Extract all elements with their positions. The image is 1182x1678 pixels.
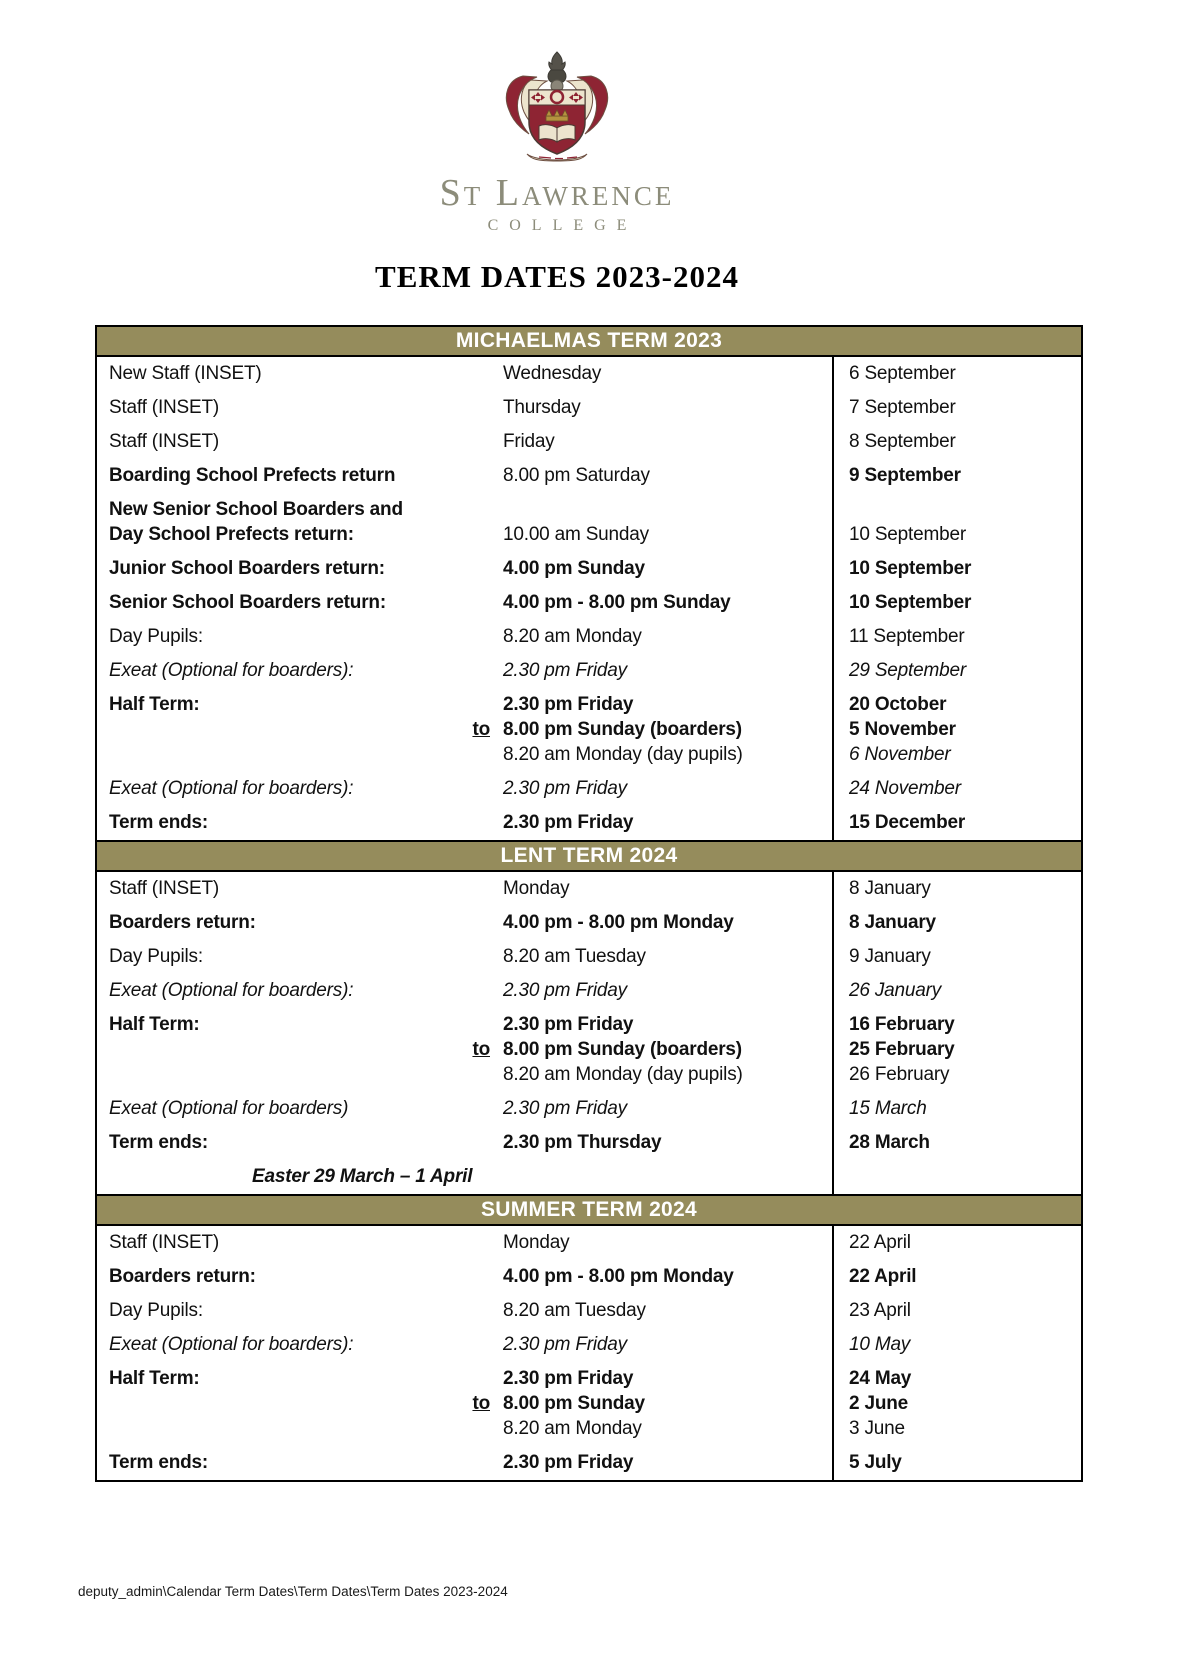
date-cell xyxy=(832,1008,1081,1092)
time-cell-line xyxy=(439,717,832,742)
event-cell-line: Half Term: xyxy=(109,1367,200,1389)
time-text: 2.30 pm Friday xyxy=(503,1013,634,1035)
table-row xyxy=(97,654,1081,688)
event-cell-line: Term ends: xyxy=(109,1131,209,1153)
date-cell-line: 20 October xyxy=(849,693,947,715)
date-cell-line: 29 September xyxy=(849,659,966,681)
time-text: 4.00 pm - 8.00 pm Sunday xyxy=(503,591,731,613)
date-cell xyxy=(832,1126,1081,1160)
to-gutter xyxy=(439,1332,503,1357)
to-gutter xyxy=(439,692,503,717)
time-cell-line xyxy=(439,692,832,717)
term-section-header: LENT TERM 2024 xyxy=(97,840,1081,872)
term-section-header: MICHAELMAS TERM 2023 xyxy=(97,327,1081,357)
to-gutter xyxy=(439,876,503,901)
date-cell-line: 10 September xyxy=(849,557,972,579)
time-cell xyxy=(439,493,832,552)
date-cell xyxy=(832,459,1081,493)
date-cell xyxy=(832,1446,1081,1480)
time-cell xyxy=(439,654,832,688)
school-crest-icon xyxy=(493,50,621,172)
to-gutter xyxy=(439,810,503,835)
event-cell-line: Half Term: xyxy=(109,1013,200,1035)
table-row xyxy=(97,357,1081,391)
event-cell xyxy=(97,688,439,772)
date-cell xyxy=(832,391,1081,425)
event-cell-line: New Staff (INSET) xyxy=(109,362,262,384)
date-cell xyxy=(832,974,1081,1008)
date-cell xyxy=(832,1328,1081,1362)
range-to-label xyxy=(439,1391,503,1416)
time-text: 8.20 am Monday (day pupils) xyxy=(503,1063,743,1085)
range-to-label xyxy=(439,717,503,742)
event-cell xyxy=(97,1328,439,1362)
date-cell-line: 8 January xyxy=(849,911,936,933)
time-cell-line xyxy=(439,1366,832,1391)
event-cell-line: Senior School Boarders return: xyxy=(109,591,386,613)
event-cell-line: Term ends: xyxy=(109,1451,209,1473)
event-cell-line: Exeat (Optional for boarders): xyxy=(109,659,354,681)
time-cell xyxy=(439,1008,832,1092)
time-text: 2.30 pm Friday xyxy=(503,1333,627,1355)
time-text: Friday xyxy=(503,430,555,452)
time-cell-line xyxy=(439,910,832,935)
time-cell-line xyxy=(439,658,832,683)
date-cell xyxy=(832,806,1081,840)
event-cell xyxy=(97,654,439,688)
event-cell xyxy=(97,940,439,974)
time-cell-line xyxy=(439,978,832,1003)
event-cell xyxy=(97,1362,439,1446)
time-cell xyxy=(439,552,832,586)
to-gutter xyxy=(439,361,503,386)
event-cell xyxy=(97,1294,439,1328)
note-row xyxy=(97,1160,1081,1194)
date-cell xyxy=(832,1260,1081,1294)
event-cell xyxy=(97,425,439,459)
time-text: 4.00 pm - 8.00 pm Monday xyxy=(503,1265,734,1287)
range-to-text: to xyxy=(472,718,490,740)
date-cell xyxy=(832,772,1081,806)
to-gutter xyxy=(439,395,503,420)
event-cell-line: Staff (INSET) xyxy=(109,430,220,452)
event-cell-line: Day Pupils: xyxy=(109,625,203,647)
event-cell-line: Term ends: xyxy=(109,811,209,833)
time-cell-line xyxy=(439,1096,832,1121)
date-cell-line: 10 September xyxy=(849,591,972,613)
date-cell-line: 16 February xyxy=(849,1013,955,1035)
time-cell-line xyxy=(439,1062,832,1087)
date-cell-line: 5 July xyxy=(849,1451,902,1473)
time-cell xyxy=(439,1226,832,1260)
time-text: 8.20 am Monday xyxy=(503,1417,642,1439)
time-text: 2.30 pm Friday xyxy=(503,979,627,1001)
range-to-text: to xyxy=(472,1038,490,1060)
to-gutter xyxy=(439,429,503,454)
table-row xyxy=(97,1260,1081,1294)
table-row xyxy=(97,459,1081,493)
to-gutter xyxy=(439,776,503,801)
table-row xyxy=(97,391,1081,425)
date-cell-line: 22 April xyxy=(849,1231,911,1253)
time-text: 10.00 am Sunday xyxy=(503,523,649,545)
time-cell-line xyxy=(439,590,832,615)
to-gutter xyxy=(439,742,503,767)
event-cell-line: Staff (INSET) xyxy=(109,396,220,418)
event-cell xyxy=(97,391,439,425)
date-cell-line: 8 September xyxy=(849,430,956,452)
time-text: 4.00 pm Sunday xyxy=(503,557,645,579)
date-cell xyxy=(832,493,1081,552)
date-cell xyxy=(832,1092,1081,1126)
school-name: St Lawrence xyxy=(439,172,675,214)
date-cell xyxy=(832,688,1081,772)
time-cell xyxy=(439,940,832,974)
event-cell xyxy=(97,1260,439,1294)
page-title: TERM DATES 2023-2024 xyxy=(375,258,739,294)
time-cell xyxy=(439,1328,832,1362)
footer-file-path: deputy_admin\Calendar Term Dates\Term Dates\Term Dates 2023-2024 xyxy=(78,1584,508,1599)
term-section-header: SUMMER TERM 2024 xyxy=(97,1194,1081,1226)
time-cell xyxy=(439,1294,832,1328)
time-text: 2.30 pm Friday xyxy=(503,1451,634,1473)
time-cell xyxy=(439,906,832,940)
range-to-label xyxy=(439,1037,503,1062)
table-row xyxy=(97,493,1081,552)
event-cell xyxy=(97,872,439,906)
table-row xyxy=(97,1126,1081,1160)
time-cell-line xyxy=(439,1012,832,1037)
date-cell-line: 2 June xyxy=(849,1392,908,1414)
to-gutter xyxy=(439,1096,503,1121)
time-cell-line xyxy=(439,776,832,801)
event-cell-line: Boarding School Prefects return xyxy=(109,464,396,486)
time-text: Monday xyxy=(503,1231,570,1253)
time-cell-line xyxy=(439,1298,832,1323)
table-row xyxy=(97,552,1081,586)
event-cell-line: Exeat (Optional for boarders): xyxy=(109,979,354,1001)
time-cell-line xyxy=(439,1264,832,1289)
time-cell-line xyxy=(439,876,832,901)
event-cell xyxy=(97,357,439,391)
date-cell-line: 15 December xyxy=(849,811,966,833)
date-cell-line: 22 April xyxy=(849,1265,917,1287)
to-gutter xyxy=(439,1230,503,1255)
time-text: 2.30 pm Friday xyxy=(503,811,634,833)
time-cell-line xyxy=(439,463,832,488)
date-cell-line: 10 September xyxy=(849,523,966,545)
time-text: 2.30 pm Friday xyxy=(503,1367,634,1389)
event-cell xyxy=(97,493,439,552)
date-cell-line: 8 January xyxy=(849,877,931,899)
date-cell xyxy=(832,425,1081,459)
date-cell xyxy=(832,1362,1081,1446)
to-gutter xyxy=(439,1130,503,1155)
table-row xyxy=(97,1328,1081,1362)
time-cell xyxy=(439,1126,832,1160)
to-gutter xyxy=(439,590,503,615)
to-gutter xyxy=(439,522,503,547)
time-text: 8.20 am Monday (day pupils) xyxy=(503,743,743,765)
event-cell xyxy=(97,620,439,654)
to-gutter xyxy=(439,1264,503,1289)
time-cell xyxy=(439,586,832,620)
event-cell xyxy=(97,772,439,806)
event-cell-line: Exeat (Optional for boarders): xyxy=(109,777,354,799)
table-row xyxy=(97,620,1081,654)
date-cell-empty xyxy=(832,1160,1081,1194)
date-cell-line: 10 May xyxy=(849,1333,911,1355)
event-cell-line: Half Term: xyxy=(109,693,200,715)
time-text: 2.30 pm Friday xyxy=(503,693,634,715)
to-gutter xyxy=(439,463,503,488)
table-row xyxy=(97,1226,1081,1260)
time-cell-line xyxy=(439,1130,832,1155)
date-cell-line: 25 February xyxy=(849,1038,955,1060)
table-row xyxy=(97,806,1081,840)
table-row xyxy=(97,688,1081,772)
date-cell xyxy=(832,357,1081,391)
time-cell-line xyxy=(439,1416,832,1441)
date-cell-line: 24 November xyxy=(849,777,961,799)
event-cell-line: Day School Prefects return: xyxy=(109,523,354,545)
to-gutter xyxy=(439,978,503,1003)
time-cell-line xyxy=(439,1391,832,1416)
date-cell-line: 24 May xyxy=(849,1367,912,1389)
date-cell-line: 6 November xyxy=(849,743,951,765)
event-cell-line: Exeat (Optional for boarders) xyxy=(109,1097,349,1119)
to-gutter xyxy=(439,556,503,581)
date-cell xyxy=(832,872,1081,906)
date-cell-line: 9 September xyxy=(849,464,961,486)
table-row xyxy=(97,425,1081,459)
date-cell xyxy=(832,906,1081,940)
time-cell xyxy=(439,806,832,840)
easter-note-cell xyxy=(97,1160,832,1194)
date-cell-line: 15 March xyxy=(849,1097,927,1119)
event-cell xyxy=(97,1226,439,1260)
event-cell xyxy=(97,974,439,1008)
time-cell xyxy=(439,391,832,425)
range-to-text: to xyxy=(472,1392,490,1414)
event-cell-line: Staff (INSET) xyxy=(109,1231,220,1253)
time-text: 4.00 pm - 8.00 pm Monday xyxy=(503,911,734,933)
time-text: 2.30 pm Thursday xyxy=(503,1131,662,1153)
date-cell-line: 6 September xyxy=(849,362,956,384)
event-cell-line: New Senior School Boarders and xyxy=(109,498,403,520)
table-row xyxy=(97,1008,1081,1092)
event-cell xyxy=(97,459,439,493)
to-gutter xyxy=(439,1062,503,1087)
event-cell-line: Day Pupils: xyxy=(109,945,203,967)
time-text: 2.30 pm Friday xyxy=(503,659,627,681)
event-cell-line: Staff (INSET) xyxy=(109,877,220,899)
time-cell-line xyxy=(439,1037,832,1062)
event-cell-line: Junior School Boarders return: xyxy=(109,557,385,579)
date-cell-line: 28 March xyxy=(849,1131,930,1153)
event-cell-line: Exeat (Optional for boarders): xyxy=(109,1333,354,1355)
time-cell-line xyxy=(439,624,832,649)
table-row xyxy=(97,906,1081,940)
time-cell-line xyxy=(439,1450,832,1475)
date-cell-line: 5 November xyxy=(849,718,956,740)
time-cell-line xyxy=(439,1230,832,1255)
event-cell xyxy=(97,906,439,940)
date-cell-line: 7 September xyxy=(849,396,956,418)
time-text: Monday xyxy=(503,877,570,899)
easter-note: Easter 29 March – 1 April xyxy=(252,1165,473,1187)
date-cell xyxy=(832,552,1081,586)
time-text: 8.00 pm Saturday xyxy=(503,464,650,486)
time-text: 8.20 am Tuesday xyxy=(503,1299,646,1321)
event-cell-line: Boarders return: xyxy=(109,1265,256,1287)
time-text: Wednesday xyxy=(503,362,602,384)
time-text: 2.30 pm Friday xyxy=(503,777,627,799)
table-row xyxy=(97,1294,1081,1328)
time-cell-line xyxy=(439,429,832,454)
time-cell xyxy=(439,1362,832,1446)
time-cell-line xyxy=(439,361,832,386)
time-cell xyxy=(439,1446,832,1480)
table-row xyxy=(97,872,1081,906)
time-cell-line xyxy=(439,522,832,547)
date-cell-line: 23 April xyxy=(849,1299,911,1321)
event-cell xyxy=(97,1008,439,1092)
time-cell xyxy=(439,872,832,906)
time-text: 8.20 am Tuesday xyxy=(503,945,646,967)
table-row xyxy=(97,940,1081,974)
to-gutter xyxy=(439,624,503,649)
time-cell-line xyxy=(439,395,832,420)
to-gutter xyxy=(439,1012,503,1037)
event-cell-line: Day Pupils: xyxy=(109,1299,203,1321)
time-cell xyxy=(439,772,832,806)
term-table xyxy=(95,325,1083,1482)
event-cell xyxy=(97,586,439,620)
time-cell-line xyxy=(439,810,832,835)
time-text: 8.00 pm Sunday xyxy=(503,1392,645,1414)
event-cell xyxy=(97,806,439,840)
time-text: 8.00 pm Sunday (boarders) xyxy=(503,1038,742,1060)
event-cell xyxy=(97,1126,439,1160)
time-cell xyxy=(439,620,832,654)
school-college-label: COLLEGE xyxy=(487,216,638,234)
table-row xyxy=(97,772,1081,806)
to-gutter xyxy=(439,658,503,683)
event-cell xyxy=(97,552,439,586)
date-cell xyxy=(832,1294,1081,1328)
date-cell-line: 11 September xyxy=(849,625,965,647)
to-gutter xyxy=(439,1450,503,1475)
event-cell-line: Boarders return: xyxy=(109,911,256,933)
date-cell xyxy=(832,620,1081,654)
time-cell-line xyxy=(439,1332,832,1357)
time-cell xyxy=(439,1260,832,1294)
time-cell-line xyxy=(439,556,832,581)
time-cell-line xyxy=(439,944,832,969)
to-gutter xyxy=(439,944,503,969)
date-cell-line: 3 June xyxy=(849,1417,905,1439)
date-cell xyxy=(832,654,1081,688)
to-gutter xyxy=(439,1298,503,1323)
date-cell xyxy=(832,1226,1081,1260)
table-row xyxy=(97,974,1081,1008)
date-cell-line: 26 January xyxy=(849,979,942,1001)
time-cell xyxy=(439,459,832,493)
time-cell xyxy=(439,425,832,459)
time-text: Thursday xyxy=(503,396,581,418)
time-cell xyxy=(439,688,832,772)
table-row xyxy=(97,586,1081,620)
table-row xyxy=(97,1092,1081,1126)
to-gutter xyxy=(439,910,503,935)
time-cell xyxy=(439,974,832,1008)
time-text: 2.30 pm Friday xyxy=(503,1097,627,1119)
masthead xyxy=(0,0,1114,295)
time-text: 8.20 am Monday xyxy=(503,625,642,647)
event-cell xyxy=(97,1446,439,1480)
table-row xyxy=(97,1446,1081,1480)
to-gutter xyxy=(439,1366,503,1391)
time-cell xyxy=(439,357,832,391)
date-cell-line: 26 February xyxy=(849,1063,950,1085)
time-text: 8.00 pm Sunday (boarders) xyxy=(503,718,742,740)
to-gutter xyxy=(439,1416,503,1441)
event-cell xyxy=(97,1092,439,1126)
date-cell xyxy=(832,586,1081,620)
time-cell xyxy=(439,1092,832,1126)
date-cell xyxy=(832,940,1081,974)
time-cell-line xyxy=(439,742,832,767)
date-cell-line: 9 January xyxy=(849,945,931,967)
table-row xyxy=(97,1362,1081,1446)
